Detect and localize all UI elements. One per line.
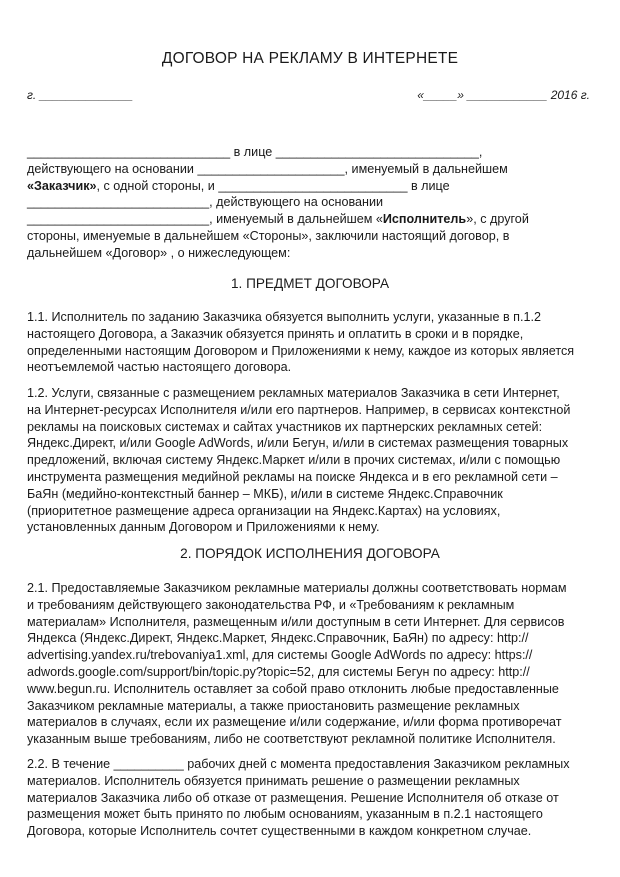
paragraph-1-1: 1.1. Исполнитель по заданию Заказчика обязуется выполнить услуги, указанные в п.1.2 настоящего Договора, а Заказчик обязуется принять и оплатить в сроки и в порядке, определенными настоящим Договором и Приложениями к нему, каждое из которых является неотъемлемой частью настоящего договора. (27, 310, 575, 375)
city-field: г. ______________ (27, 88, 134, 102)
preamble (27, 144, 597, 262)
preamble-line: действующего на основании _____________________, именуемый в дальнейшем (27, 161, 508, 176)
executor-term: Исполнитель (382, 212, 467, 227)
preamble-line: __________________________, именуемый в дальнейшем «Исполнитель», с другой (27, 212, 529, 227)
preamble-line: дальнейшем «Договор» , о нижеследующем: (27, 245, 291, 260)
preamble-line: _____________________________ в лице _____________________________, (27, 145, 483, 159)
preamble-line: __________________________, действующего на основании (27, 195, 384, 210)
paragraph-2-1: 2.1. Предоставляемые Заказчиком рекламные материалы должны соответствовать нормам и требованиям действующего законодательства РФ, и «Требованиям к рекламным материалам» Исполнителя, размещенным и/или доступным в сети Интернет. Для сервисов Яндекса (Яндекс.Директ, Яндекс.Маркет, Яндекс.Справочник, БаЯн) по адресу: http:// advertising.yandex.ru/trebovaniya1.xml, для системы Google AdWords по адресу: https:// adwords.google.com/support/bin/topic.py?topic=52, для системы Бегун по адресу: http:// www.begun.ru. Исполнитель оставляет за собой право отклонить любые предоставленные Заказчиком рекламные материалы, а также приостановить размещение рекламных материалов в случаях, если их размещение и/или содержание, и/или форма противоречат указанным выше требованиям, либо не соответствуют рекламной политике Исполнителя. (27, 581, 567, 747)
preamble-line: стороны, именуемые в дальнейшем «Стороны», заключили настоящий договор, в (27, 228, 510, 243)
section-2-heading: 2. ПОРЯДОК ИСПОЛНЕНИЯ ДОГОВОРА (180, 546, 440, 561)
paragraph-1-2: 1.2. Услуги, связанные с размещением рекламных материалов Заказчика в сети Интернет, на Интернет-ресурсах Исполнителя и/или его партнеров. Например, в сервисах контекстной рекламы на поисковых системах и сайтах участников их партнерских рекламных сетей: Яндекс.Директ, и/или Google AdWords, и/или Бегун, и/или в системах размещения товарных предложений, включая систему Яндекс.Маркет и/или в прочих системах, и/или с помощью инструмента размещения медийной рекламы на поиске Яндекса и в его рекламной сети – БаЯн (медийно-контекстный баннер – МКБ), и/или в системе Яндекс.Справочник (приоритетное размещение адреса организации на Яндекс.Картах) на условиях, установленных данным Договором и Приложениями к нему. (27, 386, 571, 535)
document-title: ДОГОВОР НА РЕКЛАМУ В ИНТЕРНЕТЕ (161, 50, 459, 67)
date-field: «_____» ____________ 2016 г. (417, 88, 590, 102)
paragraph-2-2: 2.2. В течение __________ рабочих дней с момента предоставления Заказчиком рекламных материалов. Исполнитель обязуется принимать решение о размещении рекламных материалов Заказчика либо об отказе от размещения. Решение Исполнителя об отказе от размещения может быть принято по любым основаниям, указанным в п.2.1 настоящего Договора, которые Исполнитель сочтет существенными в каждом конкретном случае. (27, 757, 570, 839)
preamble-line: «Заказчик», с одной стороны, и ___________________________ в лице (27, 178, 450, 193)
customer-term: «Заказчик» (27, 178, 97, 193)
section-1-heading: 1. ПРЕДМЕТ ДОГОВОРА (230, 276, 390, 291)
